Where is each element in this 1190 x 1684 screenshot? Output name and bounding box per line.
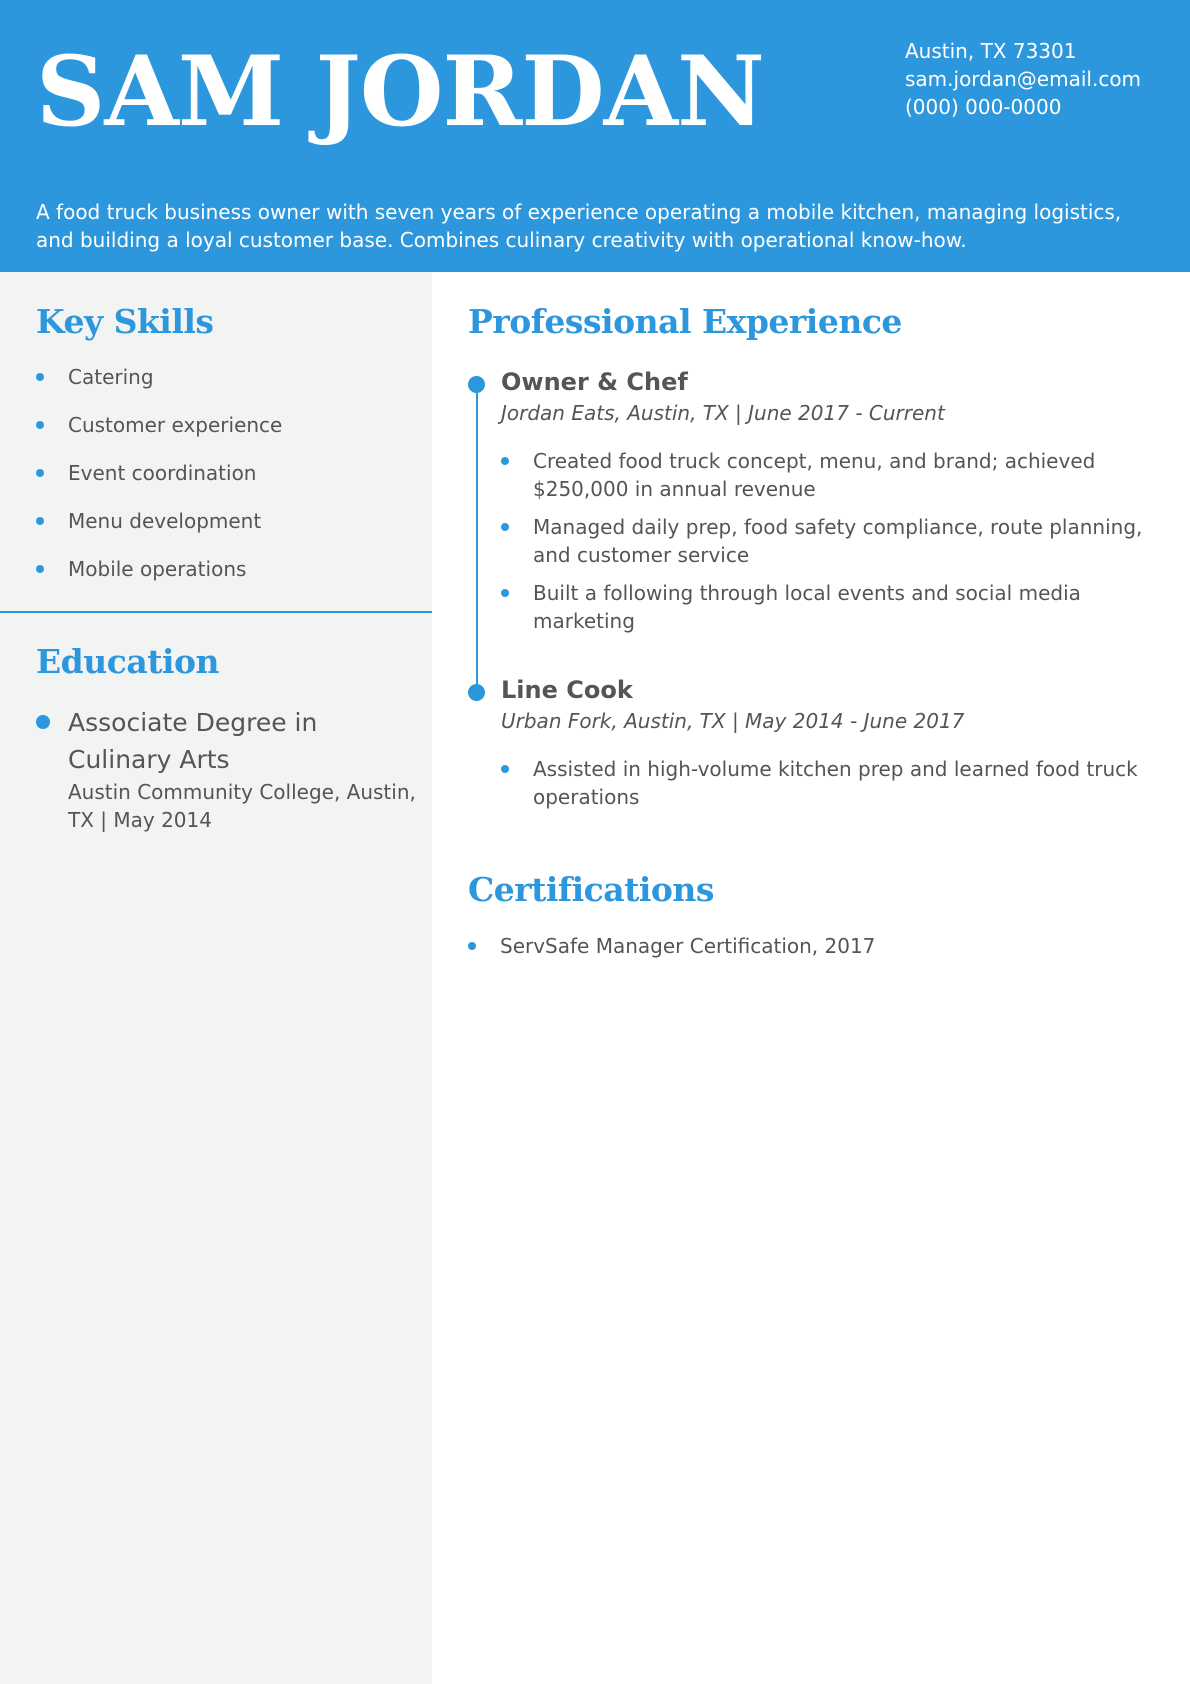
job-bullet-text: Created food truck concept, menu, and brand; achieved $250,000 in annual revenue <box>533 449 1096 501</box>
skill-label: Customer experience <box>68 413 283 437</box>
skill-item <box>36 363 282 411</box>
job-bullets <box>468 447 1158 635</box>
contact-phone[interactable]: (000) 000-0000 <box>905 95 1062 119</box>
bullet-icon <box>36 517 44 525</box>
skills-heading: Key Skills <box>36 302 214 341</box>
skill-item <box>36 459 282 507</box>
candidate-name: SAM JORDAN <box>36 35 764 148</box>
education-entry <box>36 704 416 834</box>
certifications-list <box>468 932 875 960</box>
summary: A food truck business owner with seven years of experience operating a mobile kitchen, managing logistics, and building a loyal customer base. Combines culinary creativity with operational know-how. <box>36 200 1122 252</box>
timeline-dot-icon <box>468 684 485 701</box>
bullet-icon <box>36 373 44 381</box>
job-meta: Jordan Eats, Austin, TX | June 2017 - Current <box>501 401 945 425</box>
education-degree: Associate Degree in Culinary Arts <box>68 708 318 774</box>
experience-heading: Professional Experience <box>468 302 902 341</box>
job-bullet-text: Managed daily prep, food safety compliance, route planning, and customer service <box>533 515 1143 567</box>
job-bullet-text: Built a following through local events and social media marketing <box>533 581 1081 633</box>
job-entry <box>468 673 1158 821</box>
header-banner <box>0 0 1190 272</box>
skill-label: Mobile operations <box>68 557 247 581</box>
education-heading: Education <box>36 642 219 681</box>
job-bullet <box>501 447 1158 503</box>
contact-block <box>905 37 1141 121</box>
certification-item <box>468 932 875 960</box>
skill-item <box>36 411 282 459</box>
education-school: Austin Community College, Austin, TX | May 2014 <box>68 780 416 832</box>
job-entry <box>468 365 1158 645</box>
certification-label: ServSafe Manager Certification, 2017 <box>500 934 876 958</box>
skill-label: Catering <box>68 365 154 389</box>
timeline-dot-icon <box>468 376 485 393</box>
job-bullet <box>501 579 1158 635</box>
bullet-icon <box>468 942 476 950</box>
bullet-icon <box>36 715 50 729</box>
job-bullet-text: Assisted in high-volume kitchen prep and learned food truck operations <box>533 757 1138 809</box>
contact-email[interactable]: sam.jordan@email.com <box>905 67 1142 91</box>
bullet-icon <box>501 765 509 773</box>
job-bullet <box>501 755 1158 811</box>
job-bullets <box>468 755 1158 811</box>
bullet-icon <box>501 457 509 465</box>
bullet-icon <box>36 469 44 477</box>
bullet-icon <box>36 565 44 573</box>
skill-label: Menu development <box>68 509 262 533</box>
job-title: Line Cook <box>501 676 633 704</box>
skill-item <box>36 555 282 603</box>
job-title: Owner & Chef <box>501 368 688 396</box>
skills-list <box>36 363 282 603</box>
skill-label: Event coordination <box>68 461 257 485</box>
contact-address: Austin, TX 73301 <box>905 39 1077 63</box>
bullet-icon <box>501 589 509 597</box>
certifications-heading: Certifications <box>468 870 714 909</box>
bullet-icon <box>501 523 509 531</box>
job-bullet <box>501 513 1158 569</box>
job-meta: Urban Fork, Austin, TX | May 2014 - June 2017 <box>501 709 965 733</box>
sidebar-divider <box>0 611 432 613</box>
skill-item <box>36 507 282 555</box>
bullet-icon <box>36 421 44 429</box>
